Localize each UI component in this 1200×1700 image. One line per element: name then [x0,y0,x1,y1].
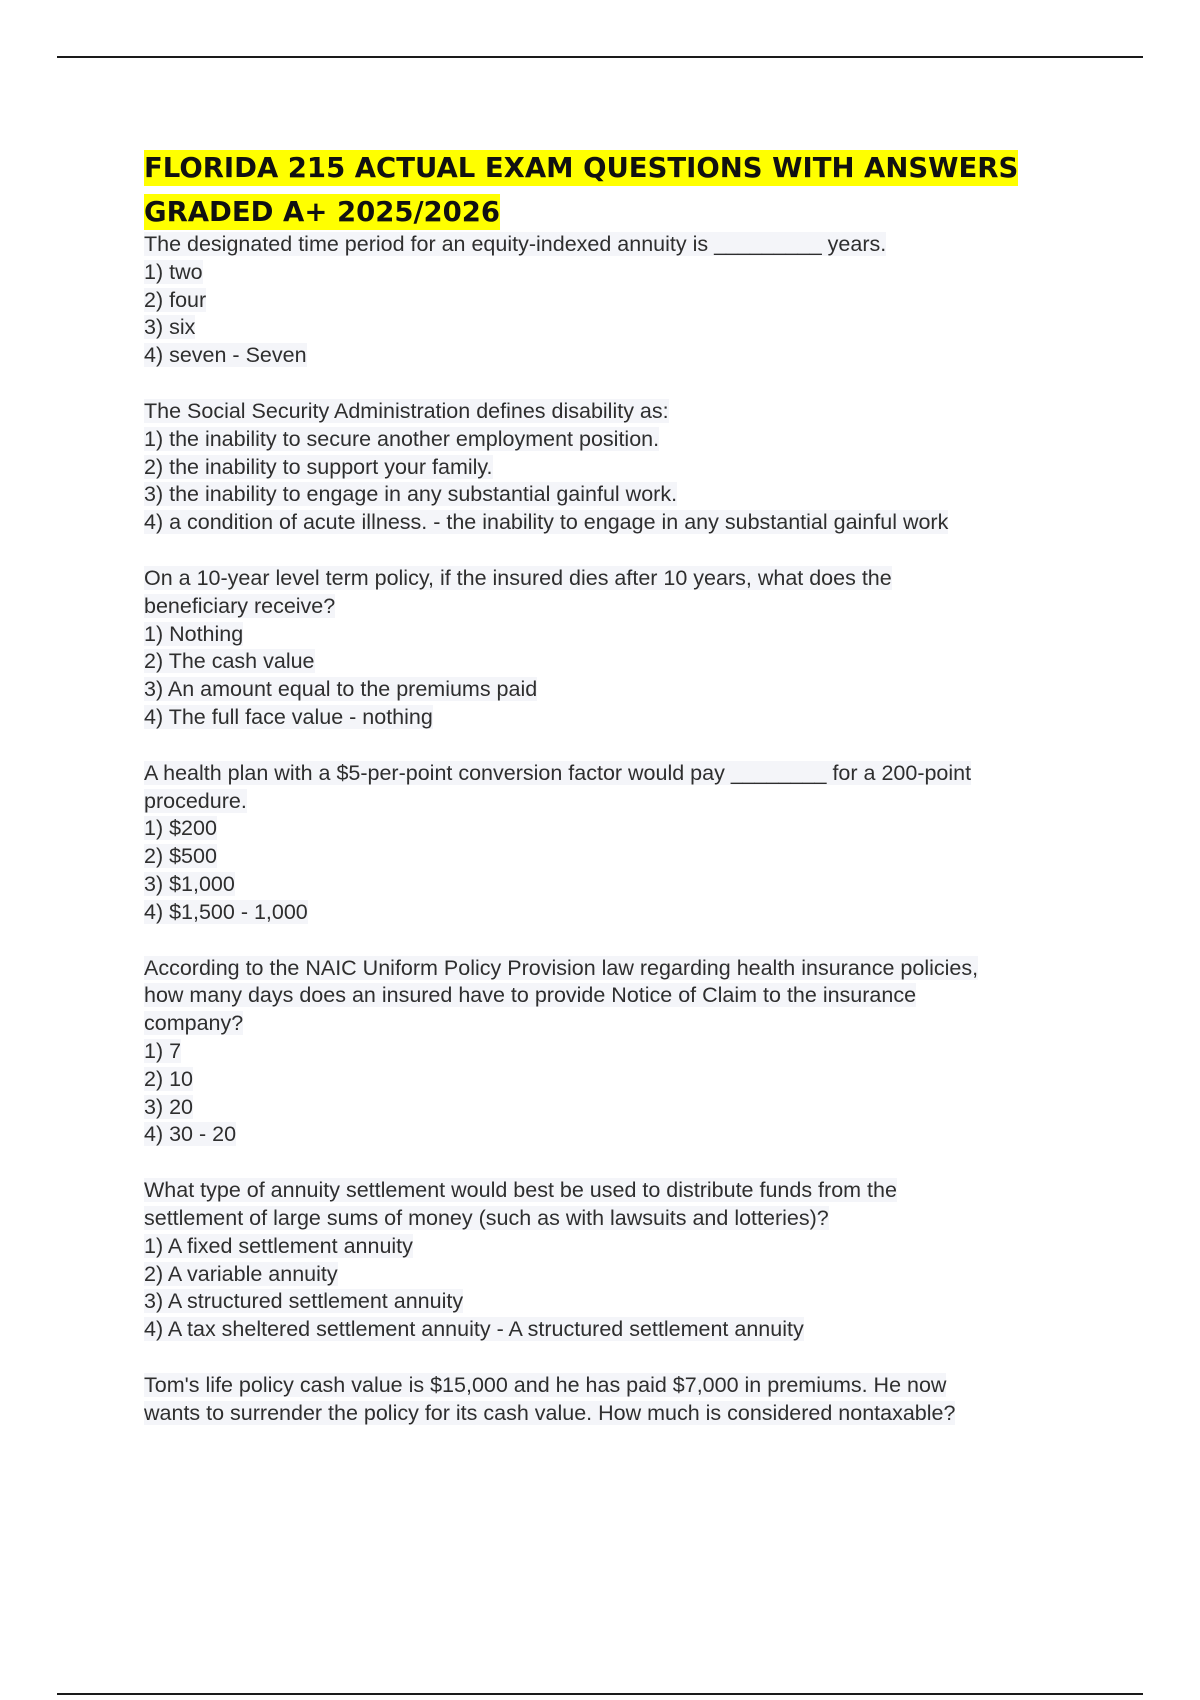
document-title [144,146,1094,234]
question-stem: beneficiary receive? [144,593,336,618]
question-stem: procedure. [144,788,247,813]
answer-option: 1) the inability to secure another employment position. [144,426,660,451]
answer-option: 1) Nothing [144,621,244,646]
answer-option: 2) A variable annuity [144,1261,338,1286]
answer-option: 3) the inability to engage in any substantial gainful work. [144,482,678,507]
answer-option: 3) $1,000 [144,871,235,896]
question-1 [144,231,1094,370]
answer-option: 1) 7 [144,1038,182,1063]
question-stem: According to the NAIC Uniform Policy Provision law regarding health insurance policies, [144,955,979,980]
answer-option: 1) two [144,259,203,284]
question-2 [144,398,1094,537]
question-6 [144,1177,1094,1344]
answer-option: 2) 10 [144,1066,194,1091]
answer-option: 4) A tax sheltered settlement annuity - A structured settlement annuity [144,1317,804,1342]
question-4 [144,760,1094,927]
answer-option: 1) A fixed settlement annuity [144,1233,413,1258]
question-stem: how many days does an insured have to provide Notice of Claim to the insurance [144,983,917,1008]
question-stem: The designated time period for an equity-indexed annuity is _________ years. [144,232,887,256]
answer-option: 2) The cash value [144,649,315,674]
question-stem: company? [144,1011,244,1036]
title-line-1: FLORIDA 215 ACTUAL EXAM QUESTIONS WITH ANSWERS [144,152,1019,184]
question-stem: What type of annuity settlement would best be used to distribute funds from the [144,1178,897,1203]
answer-option: 4) seven - Seven [144,343,307,368]
answer-option: 4) The full face value - nothing [144,704,433,729]
question-stem: A health plan with a $5-per-point conversion factor would pay ________ for a 200-point [144,760,972,785]
answer-option: 2) $500 [144,844,217,869]
question-7 [144,1372,1094,1428]
question-stem: The Social Security Administration defines disability as: [144,398,669,423]
question-stem: On a 10-year level term policy, if the insured dies after 10 years, what does the [144,565,892,590]
document-body [144,146,1094,1427]
answer-option: 3) 20 [144,1094,194,1119]
answer-option: 3) six [144,315,196,340]
header-rule [57,56,1143,58]
question-3 [144,565,1094,732]
answer-option: 3) A structured settlement annuity [144,1289,464,1314]
answer-option: 4) $1,500 - 1,000 [144,899,308,924]
answer-option: 4) a condition of acute illness. - the inability to engage in any substantial gainful work [144,510,949,535]
answer-option: 3) An amount equal to the premiums paid [144,677,538,702]
footer-rule [57,1693,1143,1695]
answer-option: 1) $200 [144,816,217,841]
answer-option: 2) four [144,287,207,312]
answer-option: 2) the inability to support your family. [144,454,493,479]
title-line-2: GRADED A+ 2025/2026 [144,196,501,228]
answer-option: 4) 30 - 20 [144,1122,237,1147]
question-stem: wants to surrender the policy for its cash value. How much is considered nontaxable? [144,1400,956,1425]
question-5 [144,955,1094,1150]
question-stem: settlement of large sums of money (such as with lawsuits and lotteries)? [144,1205,829,1230]
question-stem: Tom's life policy cash value is $15,000 and he has paid $7,000 in premiums. He now [144,1372,947,1397]
